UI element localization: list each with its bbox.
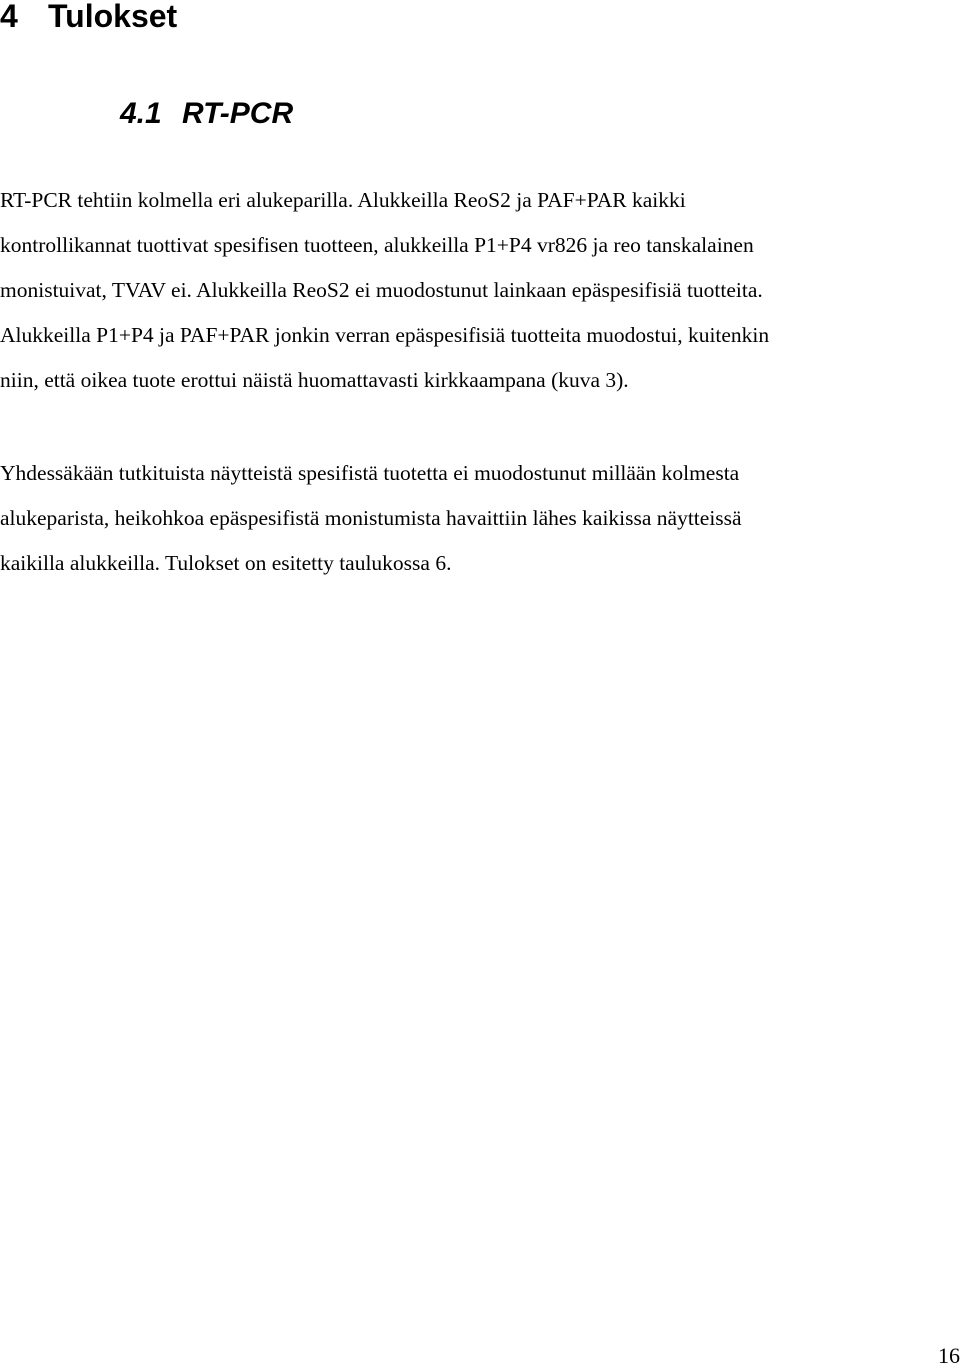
paragraph-rt-pcr-results: [0, 178, 960, 403]
text-line: RT-PCR tehtiin kolmella eri alukeparilla. Alukkeilla ReoS2 ja PAF+PAR kaikki: [0, 188, 686, 212]
text-line: Yhdessäkään tutkituista näytteistä spesifistä tuotetta ei muodostunut millään kolmesta: [0, 461, 740, 485]
section-number: 4.1: [120, 97, 162, 130]
text-line: monistuivat, TVAV ei. Alukkeilla ReoS2 ei muodostunut lainkaan epäspesifisiä tuotteita.: [0, 278, 763, 302]
text-line: Alukkeilla P1+P4 ja PAF+PAR jonkin verran epäspesifisiä tuotteita muodostui, kuitenkin: [0, 323, 770, 347]
chapter-number: 4: [0, 0, 18, 34]
page-number: 16: [938, 1343, 960, 1368]
section-heading: [120, 97, 293, 131]
text-line: alukeparista, heikohkoa epäspesifistä monistumista havaittiin lähes kaikissa näytteissä: [0, 506, 742, 530]
section-title: RT-PCR: [182, 97, 294, 130]
chapter-heading: [0, 0, 177, 32]
text-line: niin, että oikea tuote erottui näistä huomattavasti kirkkaampana (kuva 3).: [0, 368, 629, 392]
text-line: kontrollikannat tuottivat spesifisen tuotteen, alukkeilla P1+P4 vr826 ja reo tanskalainen: [0, 233, 754, 257]
chapter-title: Tulokset: [48, 0, 178, 34]
text-line: kaikilla alukkeilla. Tulokset on esitetty taulukossa 6.: [0, 551, 452, 575]
paragraph-sample-results: [0, 451, 960, 586]
